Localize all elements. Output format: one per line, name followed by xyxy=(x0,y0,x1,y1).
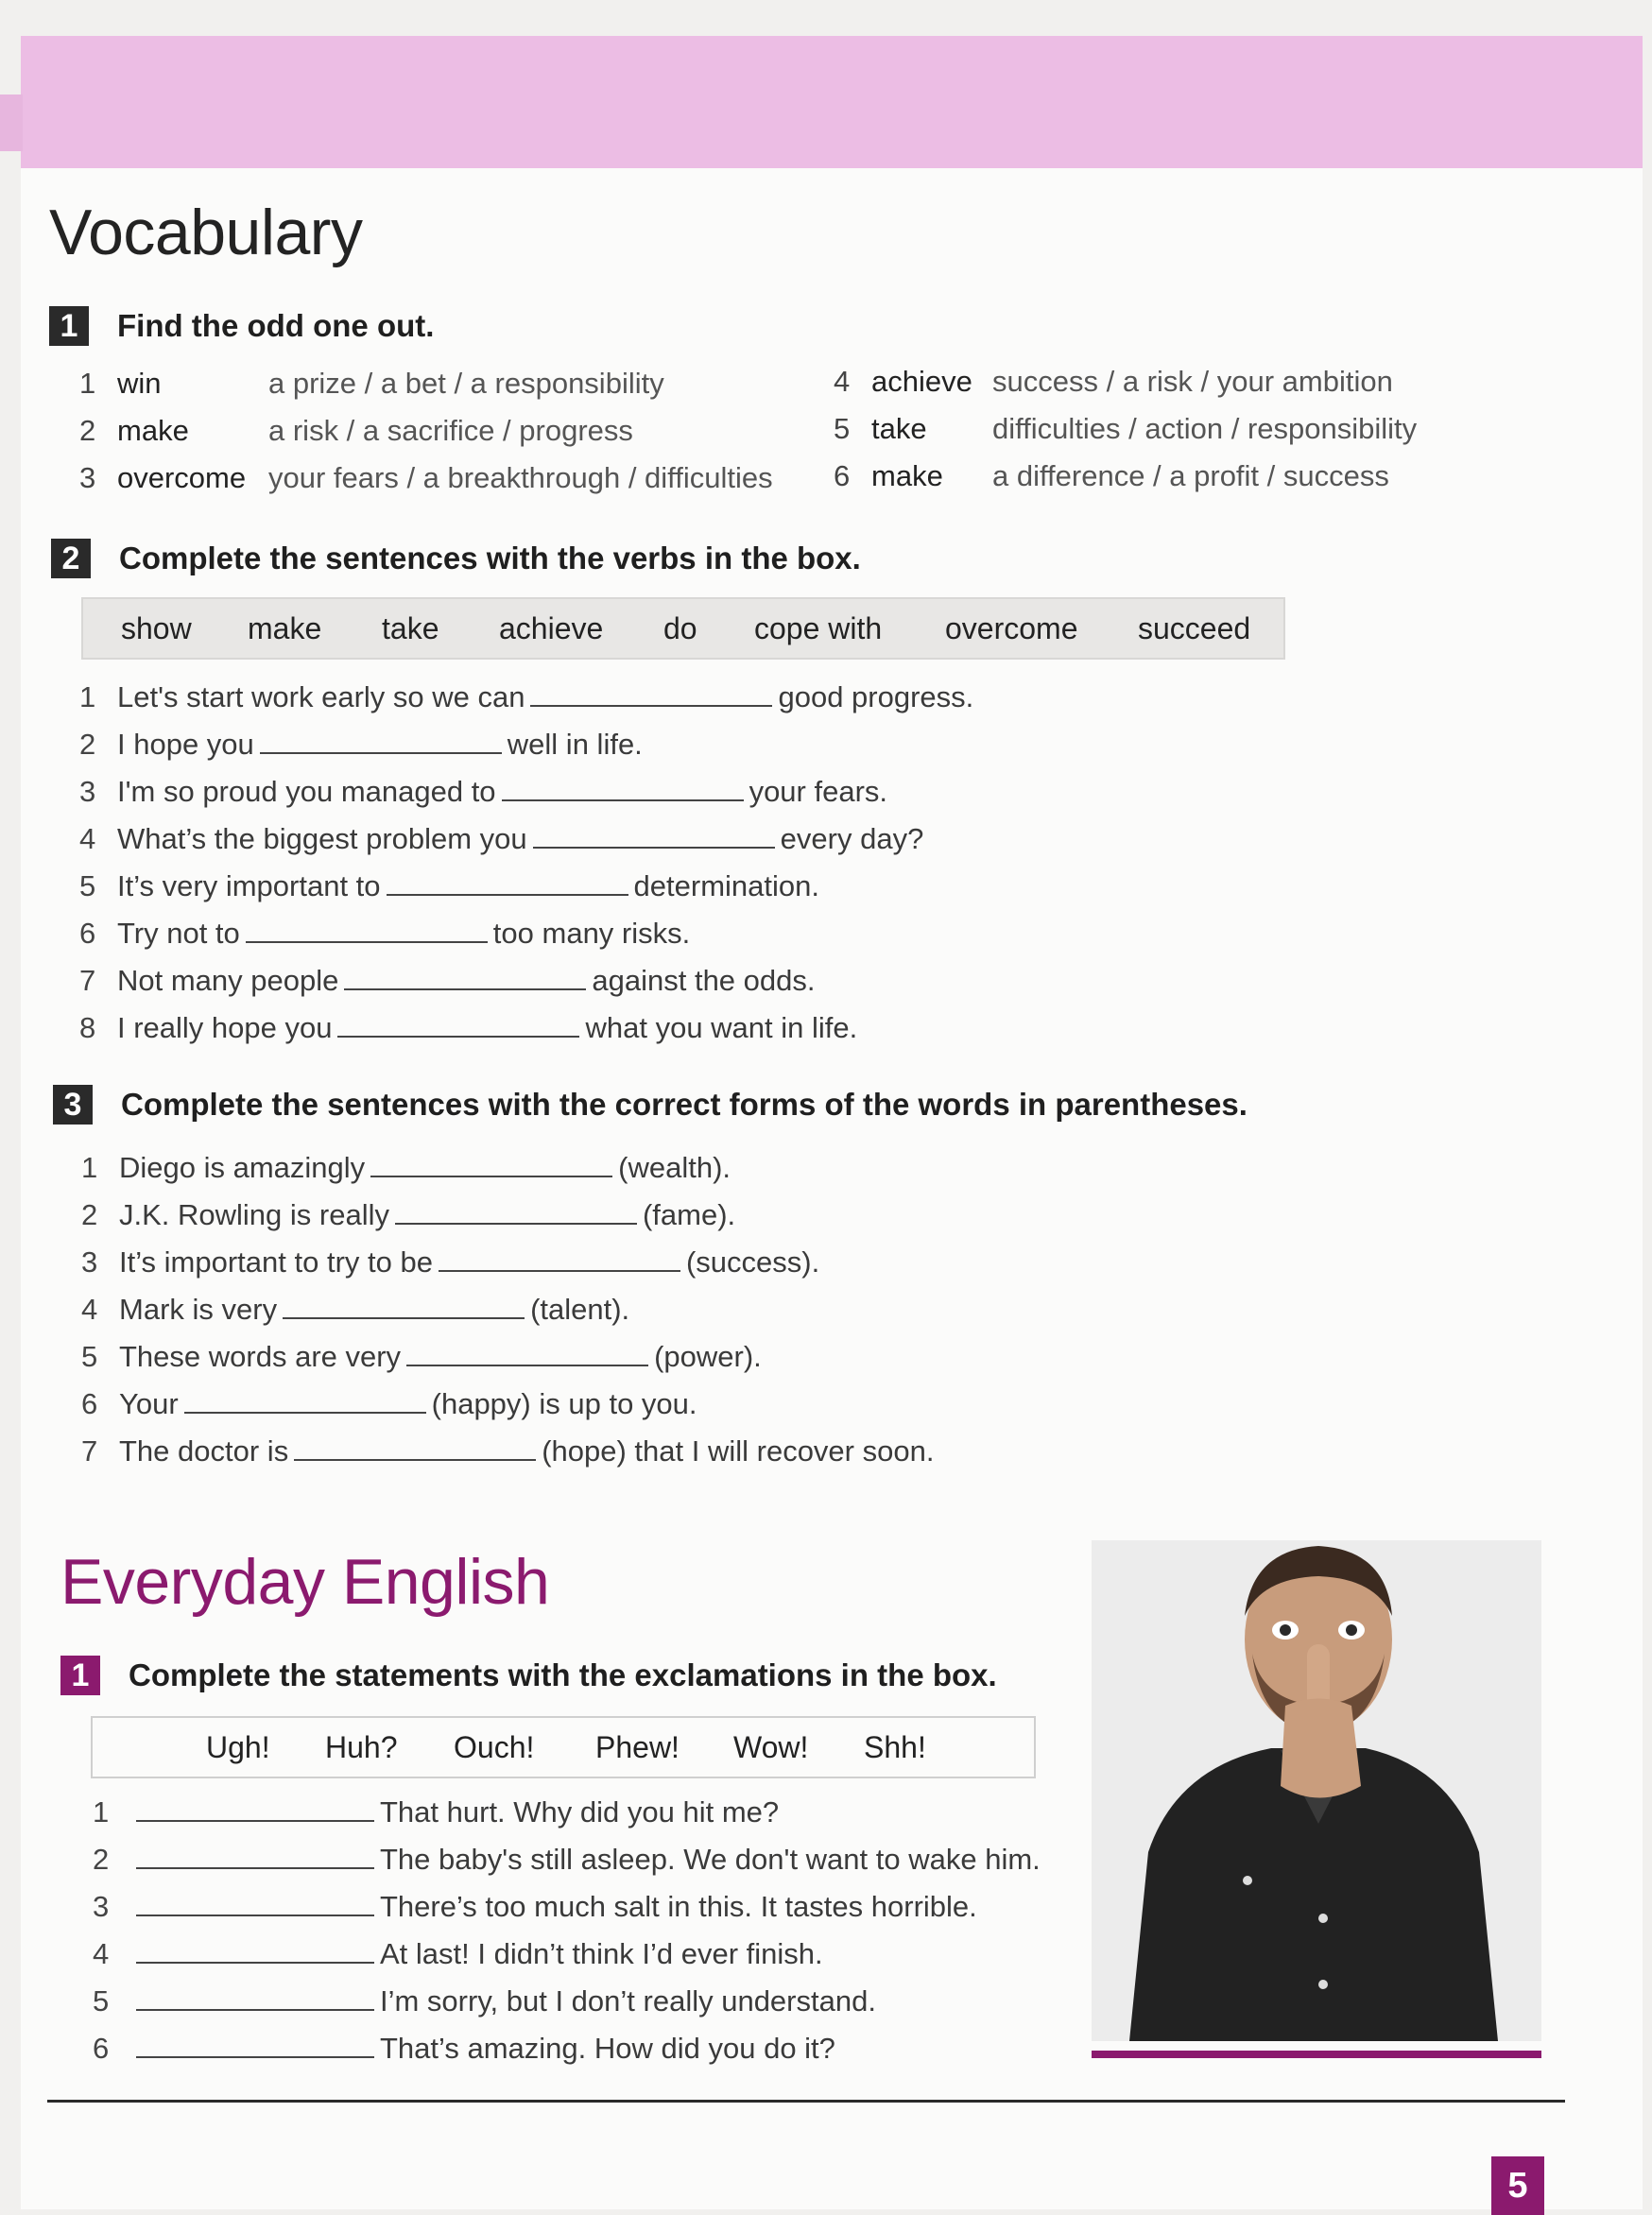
everyday-ex1-heading xyxy=(60,1656,997,1695)
item-verb: win xyxy=(117,367,162,400)
sentence-end: too many risks. xyxy=(492,917,691,950)
item-verb: make xyxy=(871,459,943,492)
sentence-start: Diego is amazingly xyxy=(119,1151,366,1184)
item-number: 5 xyxy=(93,1984,110,2018)
answer-blank[interactable] xyxy=(246,917,488,943)
sentence-start: The doctor is xyxy=(119,1434,289,1468)
exercise-number: 3 xyxy=(53,1085,93,1125)
item-number: 5 xyxy=(834,412,851,445)
exclamation-word-box xyxy=(91,1716,1036,1778)
answer-blank[interactable] xyxy=(387,869,628,896)
odd-one-item xyxy=(79,414,633,447)
item-number: 6 xyxy=(93,2032,110,2065)
item-verb: take xyxy=(871,412,927,445)
answer-blank[interactable] xyxy=(184,1387,426,1414)
gap-fill-sentence xyxy=(79,728,643,759)
gap-fill-sentence xyxy=(79,869,819,901)
exclamation-sentence xyxy=(93,1795,779,1827)
box-word: Ugh! xyxy=(206,1729,270,1764)
word-form-sentence xyxy=(81,1293,629,1324)
answer-blank[interactable] xyxy=(502,775,744,801)
gap-fill-sentence xyxy=(79,775,887,806)
box-word: Ouch! xyxy=(454,1729,535,1764)
exclamation-sentence xyxy=(93,1890,977,1921)
sentence-end: (happy) is up to you. xyxy=(431,1387,697,1420)
box-word: Huh? xyxy=(325,1729,398,1764)
sentence-start: J.K. Rowling is really xyxy=(119,1198,389,1231)
answer-blank[interactable] xyxy=(136,1937,374,1964)
exercise-number: 1 xyxy=(49,306,89,346)
answer-blank[interactable] xyxy=(395,1198,637,1225)
exercise-instruction: Complete the sentences with the correct forms of the words in parentheses. xyxy=(121,1087,1248,1122)
box-word: cope with xyxy=(754,610,883,645)
sentence-start: I really hope you xyxy=(117,1011,333,1044)
sentence-start: Mark is very xyxy=(119,1293,278,1326)
item-number: 3 xyxy=(79,775,96,808)
item-number: 7 xyxy=(79,964,96,997)
item-options: success / a risk / your ambition xyxy=(992,365,1393,398)
sentence-start: What’s the biggest problem you xyxy=(117,822,527,855)
item-number: 1 xyxy=(79,680,96,713)
sentence-start: I'm so proud you managed to xyxy=(117,775,496,808)
answer-blank[interactable] xyxy=(337,1011,579,1038)
box-word: take xyxy=(382,610,439,645)
answer-blank[interactable] xyxy=(439,1245,680,1272)
exercise-instruction: Complete the statements with the exclamations in the box. xyxy=(129,1657,997,1692)
item-number: 4 xyxy=(93,1937,110,1970)
sentence-end: well in life. xyxy=(507,728,643,761)
exclamation-sentence xyxy=(93,1984,876,2016)
box-word: Wow! xyxy=(733,1729,809,1764)
box-word: overcome xyxy=(945,610,1078,645)
word-form-sentence xyxy=(81,1434,934,1466)
sentence-start: It’s very important to xyxy=(117,869,381,902)
item-options: a prize / a bet / a responsibility xyxy=(268,367,664,400)
photo-accent-line xyxy=(1092,2051,1541,2058)
item-verb: overcome xyxy=(117,461,247,494)
item-number: 3 xyxy=(93,1890,110,1923)
item-number: 1 xyxy=(79,367,96,400)
sentence-text: At last! I didn’t think I’d ever finish. xyxy=(380,1937,823,1970)
box-word: make xyxy=(248,610,322,645)
header-band xyxy=(21,36,1643,168)
word-form-sentence xyxy=(81,1151,731,1182)
answer-blank[interactable] xyxy=(530,680,772,707)
item-options: difficulties / action / responsibility xyxy=(992,412,1418,445)
odd-one-item xyxy=(79,461,773,494)
odd-one-item xyxy=(79,367,664,400)
item-verb: achieve xyxy=(871,365,972,398)
verb-word-box xyxy=(81,597,1285,660)
answer-blank[interactable] xyxy=(370,1151,612,1177)
sentence-end: your fears. xyxy=(749,775,888,808)
word-form-sentence xyxy=(81,1387,697,1418)
item-number: 5 xyxy=(81,1340,98,1373)
answer-blank[interactable] xyxy=(344,964,586,990)
exclamation-sentence xyxy=(93,1937,823,1968)
answer-blank[interactable] xyxy=(136,2032,374,2058)
sentence-start: It’s important to try to be xyxy=(119,1245,433,1279)
word-form-sentence xyxy=(81,1198,735,1229)
sentence-end: (talent). xyxy=(530,1293,630,1326)
odd-one-item xyxy=(834,459,1389,492)
sentence-text: There’s too much salt in this. It tastes horrible. xyxy=(380,1890,977,1923)
sentence-start: Not many people xyxy=(117,964,339,997)
box-word: Phew! xyxy=(595,1729,680,1764)
vocab-ex2-heading xyxy=(51,539,861,578)
box-word: do xyxy=(663,610,697,645)
sentence-end: (success). xyxy=(685,1245,820,1279)
exclamation-sentence xyxy=(93,1843,1041,1874)
sentence-start: Your xyxy=(119,1387,179,1420)
item-number: 6 xyxy=(79,917,96,950)
exclamation-sentence xyxy=(93,2032,835,2063)
item-number: 4 xyxy=(834,365,851,398)
exercise-number: 2 xyxy=(51,539,91,578)
sentence-end: (fame). xyxy=(642,1198,736,1231)
item-verb: make xyxy=(117,414,189,447)
item-number: 6 xyxy=(81,1387,98,1420)
answer-blank[interactable] xyxy=(136,1843,374,1869)
odd-one-item xyxy=(834,365,1393,398)
answer-blank[interactable] xyxy=(260,728,502,754)
bottom-rule xyxy=(47,2100,1565,2103)
sentence-start: I hope you xyxy=(117,728,254,761)
word-form-sentence xyxy=(81,1340,762,1371)
man-shushing-icon xyxy=(1092,1540,1541,2041)
sentence-text: I’m sorry, but I don’t really understand. xyxy=(380,1984,876,2018)
sentence-end: (wealth). xyxy=(618,1151,731,1184)
gap-fill-sentence xyxy=(79,964,816,995)
answer-blank[interactable] xyxy=(294,1434,536,1461)
item-number: 2 xyxy=(79,728,96,761)
item-number: 2 xyxy=(93,1843,110,1876)
item-number: 4 xyxy=(81,1293,98,1326)
everyday-english-title: Everyday English xyxy=(60,1546,550,1618)
sentence-end: determination. xyxy=(633,869,819,902)
sentence-start: Try not to xyxy=(117,917,240,950)
item-number: 2 xyxy=(79,414,96,447)
box-word: show xyxy=(121,610,192,645)
answer-blank[interactable] xyxy=(136,1984,374,2011)
page-number: 5 xyxy=(1491,2156,1544,2215)
sentence-end: (hope) that I will recover soon. xyxy=(542,1434,935,1468)
exercise-instruction: Find the odd one out. xyxy=(117,308,435,343)
odd-one-item xyxy=(834,412,1418,445)
item-number: 3 xyxy=(81,1245,98,1279)
box-word: Shh! xyxy=(864,1729,926,1764)
sentence-text: The baby's still asleep. We don't want to wake him. xyxy=(380,1843,1041,1876)
box-word: achieve xyxy=(499,610,604,645)
item-number: 8 xyxy=(79,1011,96,1044)
gap-fill-sentence xyxy=(79,917,690,948)
sentence-end: every day? xyxy=(780,822,924,855)
vocab-ex1-heading xyxy=(49,306,434,346)
answer-blank[interactable] xyxy=(136,1890,374,1916)
sentence-text: That hurt. Why did you hit me? xyxy=(380,1795,780,1829)
vocab-ex3-heading xyxy=(53,1085,1248,1125)
vocabulary-title: Vocabulary xyxy=(49,197,363,268)
sentence-end: against the odds. xyxy=(592,964,816,997)
sentence-end: good progress. xyxy=(778,680,974,713)
answer-blank[interactable] xyxy=(533,822,775,849)
gap-fill-sentence xyxy=(79,680,973,712)
item-options: a risk / a sacrifice / progress xyxy=(268,414,633,447)
answer-blank[interactable] xyxy=(283,1293,525,1319)
answer-blank[interactable] xyxy=(136,1795,374,1822)
item-options: a difference / a profit / success xyxy=(992,459,1389,492)
item-number: 7 xyxy=(81,1434,98,1468)
sentence-end: (power). xyxy=(654,1340,762,1373)
exercise-number: 1 xyxy=(60,1656,100,1695)
sentence-text: That’s amazing. How did you do it? xyxy=(380,2032,835,2065)
item-number: 3 xyxy=(79,461,96,494)
item-number: 6 xyxy=(834,459,851,492)
item-options: your fears / a breakthrough / difficulties xyxy=(268,461,773,494)
item-number: 2 xyxy=(81,1198,98,1231)
item-number: 5 xyxy=(79,869,96,902)
gap-fill-sentence xyxy=(79,1011,857,1042)
gap-fill-sentence xyxy=(79,822,923,853)
word-form-sentence xyxy=(81,1245,819,1277)
item-number: 1 xyxy=(93,1795,110,1829)
header-band-edge xyxy=(0,94,23,151)
sentence-start: Let's start work early so we can xyxy=(117,680,525,713)
answer-blank[interactable] xyxy=(406,1340,648,1366)
box-word: succeed xyxy=(1138,610,1251,645)
item-number: 4 xyxy=(79,822,96,855)
item-number: 1 xyxy=(81,1151,98,1184)
man-shushing-photo xyxy=(1092,1540,1541,2041)
exercise-instruction: Complete the sentences with the verbs in the box. xyxy=(119,541,861,575)
sentence-start: These words are very xyxy=(119,1340,402,1373)
sentence-end: what you want in life. xyxy=(585,1011,858,1044)
